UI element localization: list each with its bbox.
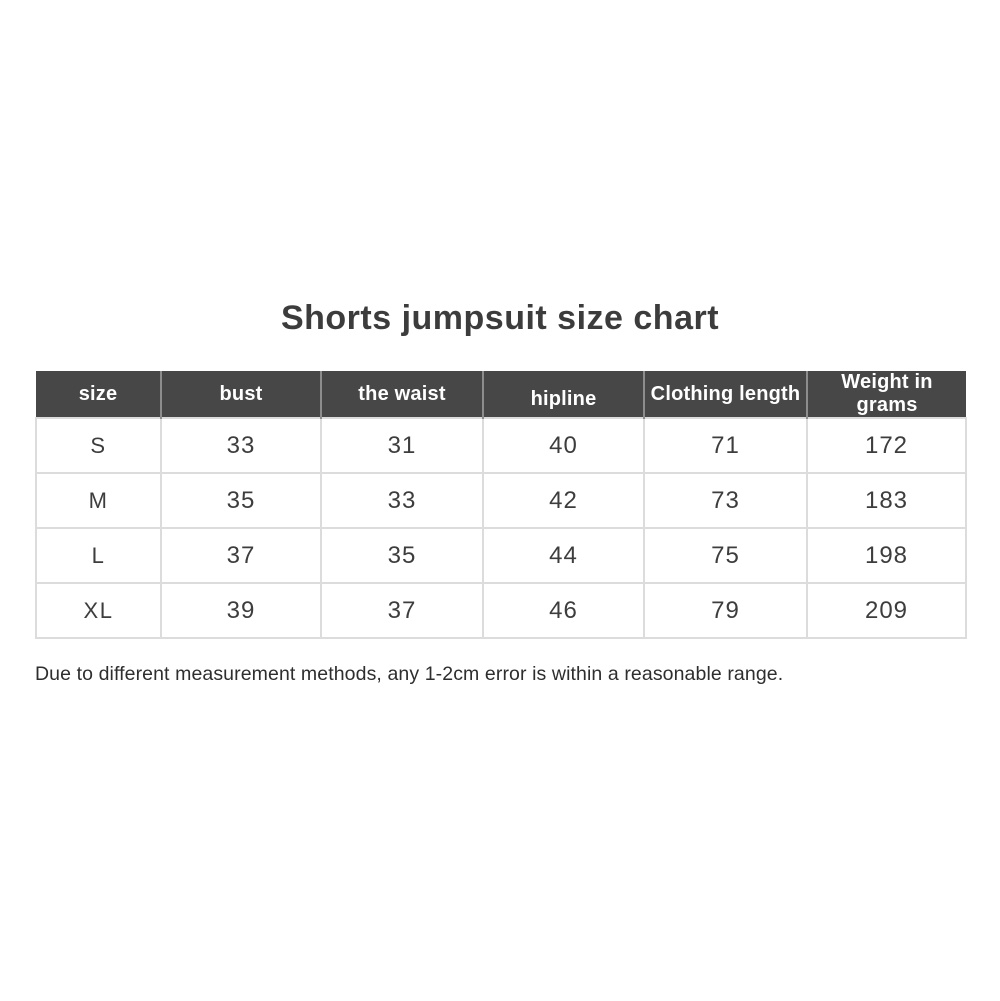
cell-weight: 183 [807,473,966,528]
cell-bust: 37 [161,528,321,583]
cell-clothing-length: 79 [644,583,807,638]
table-header-row [36,371,966,418]
cell-weight: 198 [807,528,966,583]
cell-size: M [36,473,161,528]
table-row-xl [36,583,966,638]
cell-size: S [36,418,161,473]
column-header-hipline: hipline [483,371,644,418]
cell-waist: 31 [321,418,483,473]
cell-size: XL [36,583,161,638]
cell-clothing-length: 71 [644,418,807,473]
measurement-disclaimer: Due to different measurement methods, any 1-2cm error is within a reasonable range. [35,663,784,685]
cell-clothing-length: 75 [644,528,807,583]
cell-waist: 37 [321,583,483,638]
cell-hipline: 44 [483,528,644,583]
cell-size: L [36,528,161,583]
table-row-m [36,473,966,528]
table-row-l [36,528,966,583]
cell-hipline: 46 [483,583,644,638]
table-row-s [36,418,966,473]
column-header-weight: Weight in grams [807,371,966,418]
cell-bust: 39 [161,583,321,638]
cell-waist: 33 [321,473,483,528]
column-header-size: size [36,371,161,418]
cell-hipline: 42 [483,473,644,528]
column-header-waist: the waist [321,371,483,418]
cell-weight: 172 [807,418,966,473]
cell-clothing-length: 73 [644,473,807,528]
column-header-bust: bust [161,371,321,418]
cell-hipline: 40 [483,418,644,473]
cell-weight: 209 [807,583,966,638]
cell-bust: 35 [161,473,321,528]
cell-bust: 33 [161,418,321,473]
size-chart-table [35,371,967,639]
cell-waist: 35 [321,528,483,583]
column-header-clothing-length: Clothing length [644,371,807,418]
page-title: Shorts jumpsuit size chart [280,299,720,337]
